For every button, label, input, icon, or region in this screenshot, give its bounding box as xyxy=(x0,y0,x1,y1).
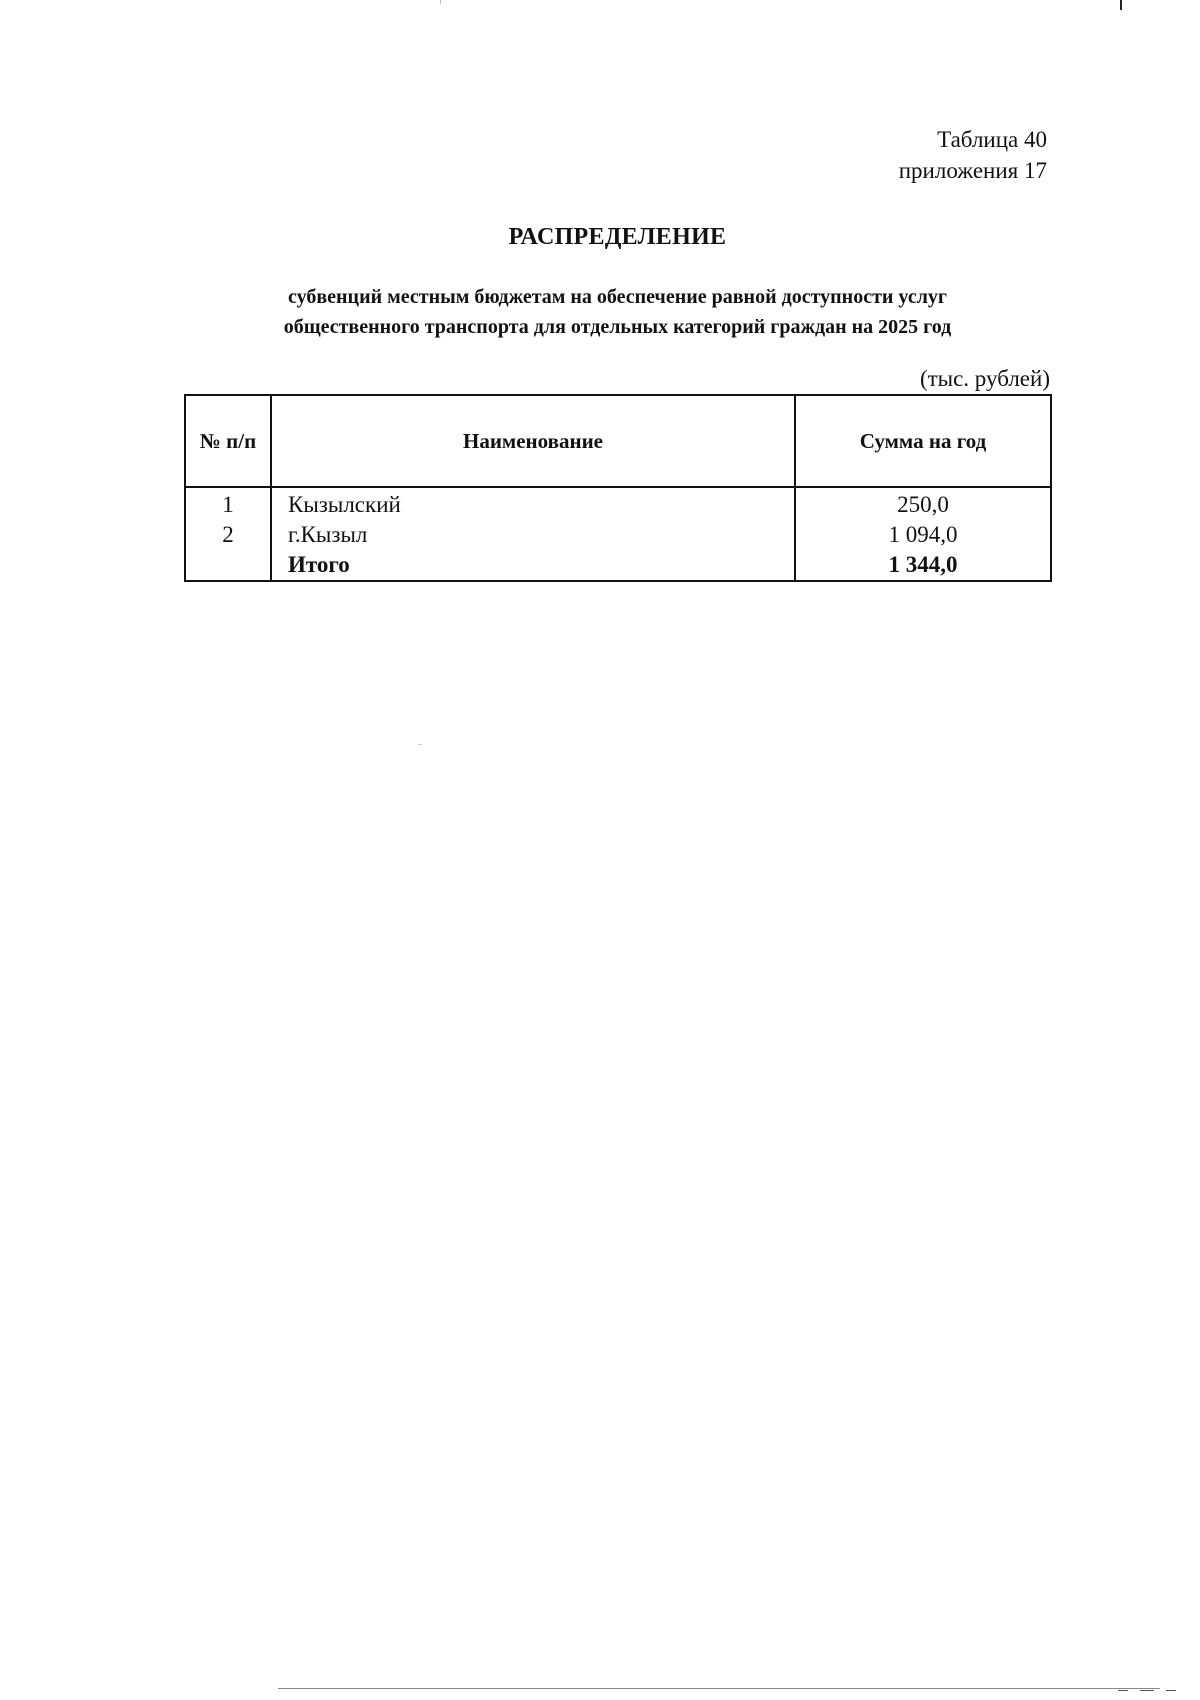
table-total-row xyxy=(185,550,1051,581)
scan-bottom-edge xyxy=(278,1688,1160,1689)
subtitle-line-2: общественного транспорта для отдельных категорий граждан на 2025 год xyxy=(283,316,952,338)
document-title: РАСПРЕДЕЛЕНИЕ xyxy=(508,224,727,250)
appendix-number: приложения 17 xyxy=(898,158,1047,183)
appendix-reference xyxy=(899,124,1047,186)
total-sum: 1 344,0 xyxy=(795,550,1051,581)
row-number: 2 xyxy=(185,520,271,550)
row-number: 1 xyxy=(185,487,271,520)
subtitle-line-1: субвенций местным бюджетам на обеспечение равной доступности услуг xyxy=(288,286,947,308)
table-reference: Таблица 40 xyxy=(937,127,1047,152)
row-sum: 250,0 xyxy=(795,487,1051,520)
units-label: (тыс. рублей) xyxy=(919,366,1050,391)
table-header-row xyxy=(185,395,1051,487)
column-header-sum: Сумма на год xyxy=(795,395,1051,487)
scan-artifact xyxy=(440,0,441,4)
row-name: Кызылский xyxy=(271,487,795,520)
document-subtitle xyxy=(0,282,1200,342)
scan-artifact xyxy=(418,744,422,745)
column-header-number: № п/п xyxy=(185,395,271,487)
total-label: Итого xyxy=(271,550,795,581)
scan-corner-mark xyxy=(1120,0,1122,10)
scan-artifact xyxy=(1166,1690,1176,1691)
distribution-table xyxy=(184,394,1052,582)
row-name: г.Кызыл xyxy=(271,520,795,550)
table-row xyxy=(185,520,1051,550)
row-number xyxy=(185,550,271,581)
column-header-name: Наименование xyxy=(271,395,795,487)
scan-artifact xyxy=(1140,1690,1154,1691)
row-sum: 1 094,0 xyxy=(795,520,1051,550)
table-row xyxy=(185,487,1051,520)
scan-artifact xyxy=(1118,1690,1128,1691)
